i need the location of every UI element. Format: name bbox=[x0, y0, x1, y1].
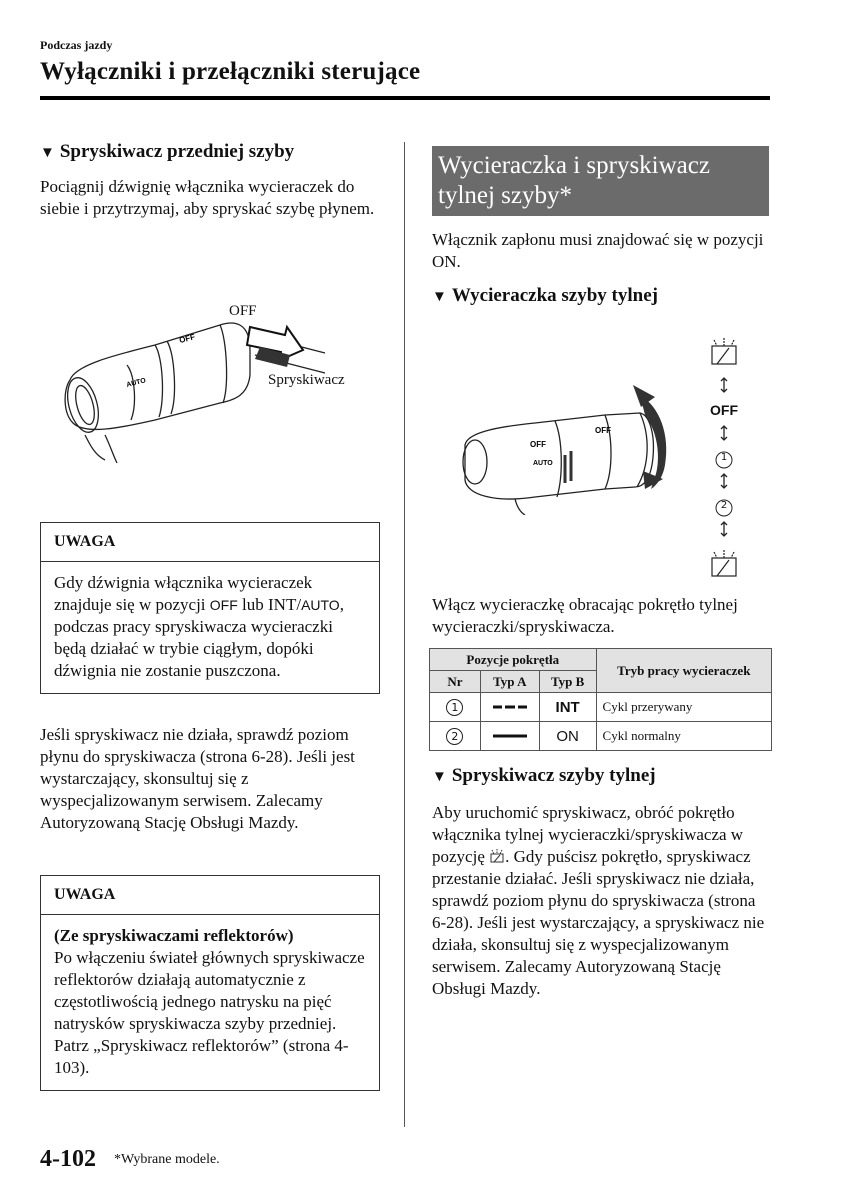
table-row bbox=[430, 722, 772, 751]
page-number: 4-102 bbox=[40, 1146, 96, 1172]
rear-wiper-heading: ▼ Wycieraczka szyby tylnej bbox=[432, 285, 658, 306]
note-box-2 bbox=[40, 875, 380, 1091]
dashed-line-icon bbox=[492, 703, 528, 711]
rear-washer-inline-icon bbox=[489, 849, 505, 863]
lever-off-label: OFF bbox=[178, 332, 197, 345]
rear-wiper-knob-figure bbox=[455, 385, 695, 515]
note-2-subheading: (Ze spryskiwaczami reflektorów) bbox=[54, 926, 294, 945]
row-1-type-b: INT bbox=[539, 693, 596, 722]
row-2-mode: Cykl normalny bbox=[596, 722, 771, 751]
note-1-heading: UWAGA bbox=[41, 523, 379, 562]
turn-knob-text: Włącz wycieraczkę obracając pokrętło tylnej wycieraczki/spryskiwacza. bbox=[432, 595, 738, 636]
header-type-b: Typ B bbox=[539, 671, 596, 693]
column-divider bbox=[404, 142, 405, 1127]
header-mode: Tryb pracy wycieraczek bbox=[596, 649, 771, 693]
note-2-text: (Ze spryskiwaczami reflektorów) Po włączeniu świateł głównych spryskiwacze reflektorów działają automatycznie z częstotliwością jednego natrysku na pięć natrysków spryskiwacza szyby przedniej. Patrz „Spryskiwacz reflektorów” (strona 4-103). bbox=[54, 926, 365, 1077]
header-type-a: Typ A bbox=[480, 671, 539, 693]
header-positions: Pozycje pokrętła bbox=[430, 649, 597, 671]
page-title: Wyłączniki i przełączniki sterujące bbox=[40, 58, 421, 85]
row-1-number: 1 bbox=[446, 699, 463, 716]
sequence-off-label: OFF bbox=[710, 402, 738, 418]
triangle-icon: ▼ bbox=[432, 769, 447, 785]
check-fluid-text: Jeśli spryskiwacz nie działa, sprawdź poziom płynu do spryskiwacza (strona 6-28). Jeśli jest wystarczający, skonsultuj się z wyspecjalizowanym serwisem. Zalecamy Autoryzowaną Stację Obsługi Mazdy. bbox=[40, 725, 355, 832]
rear-wiper-banner: Wycieraczka i spryskiwacz tylnej szyby* bbox=[432, 146, 769, 216]
section-label: Podczas jazdy bbox=[40, 38, 113, 52]
knob-off-label: OFF bbox=[530, 440, 546, 449]
sequence-pos-1: 1 bbox=[720, 452, 728, 463]
note-1-text: Gdy dźwignia włącznika wycieraczek znajduje się w pozycji OFF lub INT/AUTO, podczas pracy spryskiwacza wycieraczki będą działać w trybie ciągłym, dopóki dźwignia nie zostanie puszczona. bbox=[54, 573, 344, 680]
lever-auto-label: AUTO bbox=[125, 377, 147, 389]
rear-washer-heading: ▼ Spryskiwacz szyby tylnej bbox=[432, 765, 656, 786]
row-1-mode: Cykl przerywany bbox=[596, 693, 771, 722]
header-nr: Nr bbox=[430, 671, 481, 693]
figure-off-label: OFF bbox=[229, 303, 257, 319]
knob-off2-label: OFF bbox=[595, 426, 611, 435]
positions-table bbox=[429, 648, 772, 751]
front-washer-heading: ▼ Spryskiwacz przedniej szyby bbox=[40, 141, 295, 162]
rear-washer-text: Aby uruchomić spryskiwacz, obróć pokrętło włącznika tylnej wycieraczki/spryskiwacza w pozycję . Gdy puścisz pokrętło, spryskiwacz przestanie działać. Jeśli spryskiwacz nie działa, sprawdź poziom płynu do spryskiwacza (strona 6-28). Jeśli jest wystarczający, a spryskiwacz nie działa, skonsultuj się z wyspecjalizowanym serwisem. Zalecamy Autoryzowaną Stację Obsługi Mazdy. bbox=[432, 803, 765, 998]
row-2-type-b: ON bbox=[539, 722, 596, 751]
triangle-icon: ▼ bbox=[40, 145, 55, 161]
front-washer-text: Pociągnij dźwignię włącznika wycieraczek do siebie i przytrzymaj, aby spryskać szybę płynem. bbox=[40, 177, 375, 218]
rear-washer-icon-2 bbox=[712, 550, 736, 576]
title-rule bbox=[40, 96, 770, 100]
rear-washer-icon bbox=[712, 338, 736, 364]
table-row bbox=[430, 693, 772, 722]
sequence-pos-2: 2 bbox=[720, 500, 728, 511]
figure-washer-label: Spryskiwacz bbox=[268, 372, 345, 388]
ignition-text: Włącznik zapłonu musi znajdować się w pozycji ON. bbox=[432, 230, 764, 271]
knob-auto-label: AUTO bbox=[533, 460, 553, 467]
triangle-icon: ▼ bbox=[432, 289, 447, 305]
footnote: *Wybrane modele. bbox=[114, 1152, 220, 1167]
note-2-heading: UWAGA bbox=[41, 876, 379, 915]
note-box-1 bbox=[40, 522, 380, 694]
solid-line-icon bbox=[492, 732, 528, 740]
row-2-number: 2 bbox=[446, 728, 463, 745]
